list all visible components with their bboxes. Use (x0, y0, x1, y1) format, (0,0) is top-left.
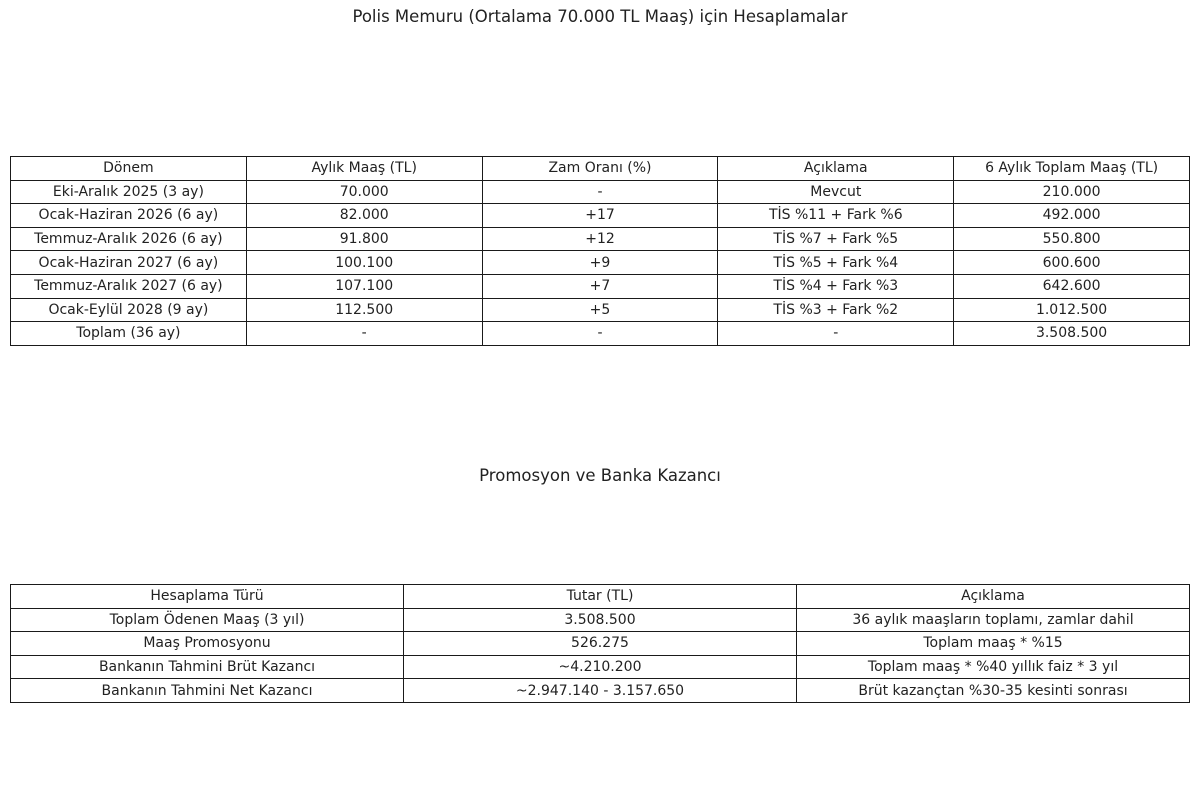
table-cell: ~4.210.200 (404, 655, 797, 679)
table-header-row (11, 157, 1190, 181)
table-row (11, 632, 1190, 656)
table-cell: Toplam Ödenen Maaş (3 yıl) (11, 608, 404, 632)
promo-table (10, 584, 1190, 703)
column-header-zam-orani: Zam Oranı (%) (482, 157, 718, 181)
table-cell: ~2.947.140 - 3.157.650 (404, 679, 797, 703)
column-header-toplam-maas: 6 Aylık Toplam Maaş (TL) (954, 157, 1190, 181)
salary-table (10, 156, 1190, 346)
table-cell: Toplam (36 ay) (11, 322, 247, 346)
table-cell: 36 aylık maaşların toplamı, zamlar dahil (797, 608, 1190, 632)
table-cell: +12 (482, 227, 718, 251)
table-cell: Brüt kazançtan %30-35 kesinti sonrası (797, 679, 1190, 703)
column-header-aciklama: Açıklama (797, 585, 1190, 609)
table-cell: 91.800 (246, 227, 482, 251)
table-cell: Temmuz-Aralık 2026 (6 ay) (11, 227, 247, 251)
table-cell: 642.600 (954, 274, 1190, 298)
table-cell: 100.100 (246, 251, 482, 275)
table-cell: 210.000 (954, 180, 1190, 204)
table-cell: 3.508.500 (954, 322, 1190, 346)
table-cell: 550.800 (954, 227, 1190, 251)
table-cell: - (482, 322, 718, 346)
table-cell: Ocak-Haziran 2026 (6 ay) (11, 204, 247, 228)
table-cell: 1.012.500 (954, 298, 1190, 322)
salary-table-title: Polis Memuru (Ortalama 70.000 TL Maaş) için Hesaplamalar (352, 7, 848, 26)
table-cell: - (246, 322, 482, 346)
table-row (11, 227, 1190, 251)
table-cell: 3.508.500 (404, 608, 797, 632)
table-total-row (11, 322, 1190, 346)
column-header-tutar: Tutar (TL) (404, 585, 797, 609)
table-row (11, 655, 1190, 679)
table-header-row (11, 585, 1190, 609)
table-row (11, 204, 1190, 228)
column-header-aylik-maas: Aylık Maaş (TL) (246, 157, 482, 181)
promo-table-title: Promosyon ve Banka Kazancı (479, 466, 721, 485)
table-cell: 112.500 (246, 298, 482, 322)
table-row (11, 679, 1190, 703)
table-cell: Ocak-Haziran 2027 (6 ay) (11, 251, 247, 275)
table-cell: Ocak-Eylül 2028 (9 ay) (11, 298, 247, 322)
table-cell: +17 (482, 204, 718, 228)
table-cell: 70.000 (246, 180, 482, 204)
column-header-donem: Dönem (11, 157, 247, 181)
table-row (11, 180, 1190, 204)
table-cell: TİS %7 + Fark %5 (718, 227, 954, 251)
table-cell: TİS %5 + Fark %4 (718, 251, 954, 275)
table-cell: Toplam maaş * %15 (797, 632, 1190, 656)
column-header-aciklama: Açıklama (718, 157, 954, 181)
table-cell: 526.275 (404, 632, 797, 656)
table-cell: 82.000 (246, 204, 482, 228)
table-cell: +5 (482, 298, 718, 322)
table-cell: Maaş Promosyonu (11, 632, 404, 656)
table-row (11, 298, 1190, 322)
table-cell: 492.000 (954, 204, 1190, 228)
table-cell: 107.100 (246, 274, 482, 298)
column-header-hesaplama-turu: Hesaplama Türü (11, 585, 404, 609)
table-cell: - (482, 180, 718, 204)
table-cell: Toplam maaş * %40 yıllık faiz * 3 yıl (797, 655, 1190, 679)
table-cell: - (718, 322, 954, 346)
table-row (11, 251, 1190, 275)
table-cell: Bankanın Tahmini Net Kazancı (11, 679, 404, 703)
table-cell: 600.600 (954, 251, 1190, 275)
table-cell: Eki-Aralık 2025 (3 ay) (11, 180, 247, 204)
table-cell: TİS %4 + Fark %3 (718, 274, 954, 298)
table-cell: +9 (482, 251, 718, 275)
table-row (11, 608, 1190, 632)
table-cell: Mevcut (718, 180, 954, 204)
table-cell: +7 (482, 274, 718, 298)
table-cell: TİS %3 + Fark %2 (718, 298, 954, 322)
table-cell: Bankanın Tahmini Brüt Kazancı (11, 655, 404, 679)
table-row (11, 274, 1190, 298)
table-cell: Temmuz-Aralık 2027 (6 ay) (11, 274, 247, 298)
table-cell: TİS %11 + Fark %6 (718, 204, 954, 228)
